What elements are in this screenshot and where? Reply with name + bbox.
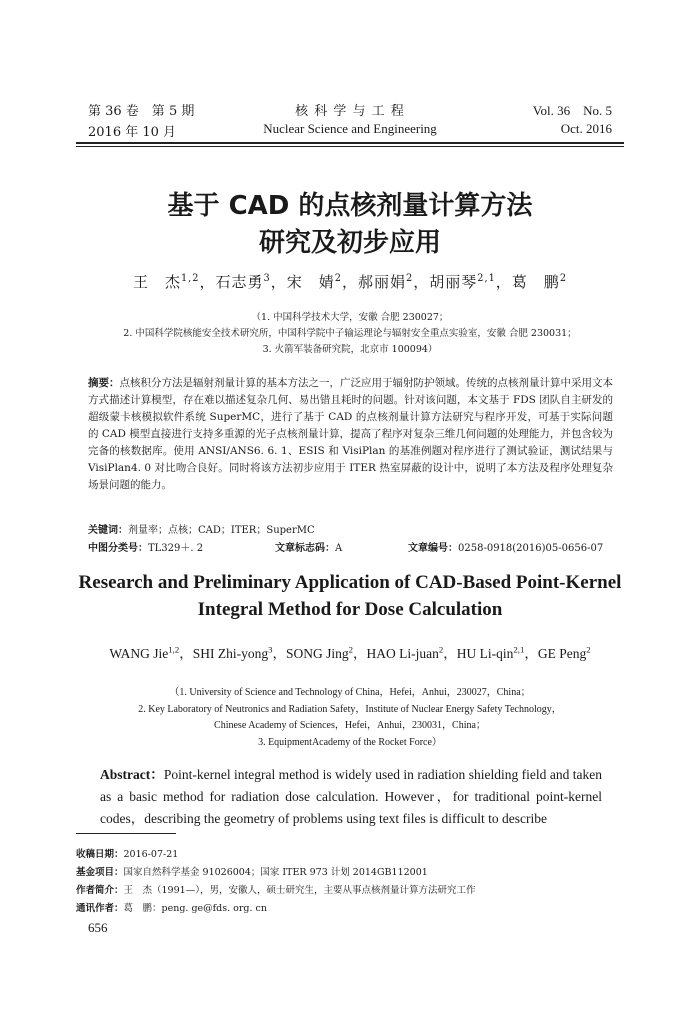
footnote-received-label: 收稿日期： bbox=[76, 849, 124, 860]
author-cn-name: 郝丽娟 bbox=[358, 273, 407, 291]
author-en-3 bbox=[367, 646, 444, 661]
author-cn-2 bbox=[287, 273, 342, 291]
article-value: 0258-0918(2016)05-0656-07 bbox=[458, 543, 604, 554]
abstract-cn bbox=[88, 375, 613, 494]
author-en-5 bbox=[538, 646, 591, 661]
authors-cn bbox=[0, 271, 700, 292]
doc-value: A bbox=[335, 543, 343, 554]
affiliation-en-2: 2. Key Laboratory of Neutronics and Radiation Safety，Institute of Nuclear Energy Safety Technology， bbox=[138, 704, 562, 715]
author-cn-1 bbox=[216, 273, 271, 291]
author-en-superscript: 2 bbox=[586, 644, 591, 655]
author-en-superscript: 3 bbox=[268, 644, 273, 655]
doc-label: 文章标志码： bbox=[275, 543, 335, 554]
header-rule-thick bbox=[76, 142, 624, 144]
author-cn-name: 宋 婧 bbox=[286, 273, 335, 291]
title-cn-line1: 基于 CAD 的点核剂量计算方法 bbox=[167, 191, 533, 221]
author-en-1 bbox=[193, 646, 273, 661]
footnote-author-bio-label: 作者简介： bbox=[76, 885, 124, 896]
author-cn-superscript: 2,1 bbox=[477, 273, 496, 284]
footnote-corresponding-text: 葛 鹏：peng. ge@fds. org. cn bbox=[123, 903, 267, 914]
author-en-separator: ， bbox=[179, 646, 193, 661]
affiliation-cn-2: 2. 中国科学院核能安全技术研究所，中国科学院中子输运理论与辐射安全重点实验室，安徽 合肥 230031； bbox=[123, 328, 577, 339]
header-volume-cn: 第 36 卷 第 5 期 bbox=[88, 104, 195, 119]
author-en-name: HAO Li-juan bbox=[366, 646, 439, 661]
footnote-corresponding-label: 通讯作者： bbox=[76, 903, 124, 914]
author-en-superscript: 1,2 bbox=[168, 644, 180, 655]
author-en-separator: ， bbox=[443, 646, 457, 661]
author-cn-3 bbox=[358, 273, 413, 291]
article-number bbox=[408, 539, 603, 554]
page-number: 656 bbox=[88, 920, 108, 935]
author-cn-name: 石志勇 bbox=[215, 273, 264, 291]
footnote-rule bbox=[76, 833, 176, 834]
abstract-en-label: Abstract： bbox=[100, 767, 164, 782]
author-en-name: SHI Zhi-yong bbox=[192, 646, 269, 661]
authors-en bbox=[0, 642, 700, 662]
affiliation-en-4: 3. EquipmentAcademy of the Rocket Force） bbox=[258, 737, 442, 748]
keywords-text: 剂量率；点核；CAD；ITER；SuperMC bbox=[128, 525, 315, 536]
author-en-superscript: 2 bbox=[348, 644, 354, 655]
footnote-received bbox=[76, 846, 178, 860]
affiliation-en-3: Chinese Academy of Sciences，Hefei，Anhui，230031，China； bbox=[214, 720, 486, 731]
author-en-2 bbox=[286, 646, 353, 661]
author-cn-5 bbox=[512, 273, 567, 291]
author-en-separator: ， bbox=[272, 646, 286, 661]
author-en-superscript: 2,1 bbox=[513, 644, 525, 655]
author-cn-superscript: 1,2 bbox=[180, 273, 200, 284]
title-en-line2: Integral Method for Dose Calculation bbox=[197, 599, 503, 620]
article-label: 文章编号： bbox=[408, 543, 458, 554]
header-rule-thin bbox=[76, 146, 624, 147]
footnote-funding-text: 国家自然科学基金 91026004；国家 ITER 973 计划 2014GB112001 bbox=[123, 867, 428, 878]
footnote-corresponding bbox=[76, 900, 267, 914]
author-en-name: SONG Jing bbox=[285, 646, 349, 661]
author-en-superscript: 2 bbox=[438, 644, 444, 655]
author-cn-name: 胡丽琴 bbox=[429, 273, 478, 291]
author-cn-superscript: 2 bbox=[334, 273, 342, 284]
author-cn-superscript: 2 bbox=[559, 273, 568, 284]
affiliation-cn-1: （1. 中国科学技术大学，安徽 合肥 230027； bbox=[251, 312, 449, 323]
header-date-en: Oct. 2016 bbox=[560, 121, 612, 136]
keywords-label: 关键词： bbox=[88, 525, 128, 536]
author-cn-name: 王 杰 bbox=[132, 273, 181, 291]
footnote-funding bbox=[76, 864, 428, 878]
footnote-received-text: 2016-07-21 bbox=[123, 849, 179, 860]
author-en-name: WANG Jie bbox=[109, 646, 169, 661]
affiliation-en-1: （1. University of Science and Technology of China，Hefei，Anhui，230027，China； bbox=[169, 687, 531, 698]
affiliation-cn-3: 3. 火箭军装备研究院，北京市 100094） bbox=[262, 344, 438, 355]
header-journal-cn: 核 科 学 与 工 程 bbox=[295, 104, 405, 119]
title-en-line1: Research and Preliminary Application of CAD-Based Point-Kernel bbox=[78, 572, 622, 593]
header-journal-en: Nuclear Science and Engineering bbox=[263, 121, 437, 136]
author-en-4 bbox=[457, 646, 525, 661]
footnote-author-bio bbox=[76, 882, 475, 896]
author-en-0 bbox=[109, 646, 179, 661]
footnote-author-bio-text: 王 杰（1991—），男，安徽人，硕士研究生，主要从事点核剂量计算方法研究工作 bbox=[123, 885, 476, 896]
author-en-separator: ， bbox=[524, 646, 538, 661]
author-cn-separator: ， bbox=[495, 273, 512, 291]
footnote-funding-label: 基金项目： bbox=[76, 867, 124, 878]
clc-value: TL329＋. 2 bbox=[148, 543, 204, 554]
title-cn-line2: 研究及初步应用 bbox=[258, 228, 441, 258]
header-volume-en: Vol. 36 No. 5 bbox=[532, 103, 612, 118]
abstract-cn-text: 点核积分方法是辐射剂量计算的基本方法之一，广泛应用于辐射防护领域。传统的点核剂量计算中采用文本方式描述计算模型，存在难以描述复杂几何、易出错且耗时的问题。针对该问题，本文基于 FDS 团队自主研发的超级蒙卡核模拟软件系统 SuperMC，进行了基于 CAD 的点核剂量计算方法研究与程序开发，可基于实际问题的 CAD 模型直接进行支持多重源的光子点核剂量计算，提高了程序对复杂三维几何问题的处理能力，并包含较为完备的核数据库。使用 ANSI/ANS6. 6. 1、ESIS 和 VisiPlan 的基准例题对程序进行了测试验证，测试结果与 VisiPlan4. 0 对比吻合良好。同时将该方法初步应用于 ITER 热室屏蔽的设计中，说明了本方法及程序处理复杂场景问题的能力。 bbox=[88, 377, 613, 491]
author-en-name: GE Peng bbox=[537, 646, 587, 661]
keywords-cn bbox=[88, 521, 315, 536]
author-cn-separator: ， bbox=[199, 273, 216, 291]
author-cn-superscript: 2 bbox=[406, 273, 414, 284]
author-cn-0 bbox=[133, 273, 200, 291]
author-cn-name: 葛 鹏 bbox=[511, 273, 560, 291]
doc-code bbox=[275, 539, 342, 554]
abstract-en-text: Point-kernel integral method is widely used in radiation shielding field and taken as a basic method for radiation dose calculation. However，for traditional point-kernel codes，describing the geometry of problems using text files is difficult to describe bbox=[100, 767, 602, 826]
clc-label: 中图分类号： bbox=[88, 543, 148, 554]
clc-number bbox=[88, 539, 203, 554]
author-cn-separator: ， bbox=[341, 273, 358, 291]
author-cn-separator: ， bbox=[270, 273, 287, 291]
author-en-separator: ， bbox=[353, 646, 367, 661]
author-cn-separator: ， bbox=[413, 273, 430, 291]
author-en-name: HU Li-qin bbox=[456, 646, 514, 661]
author-cn-4 bbox=[429, 273, 496, 291]
author-cn-superscript: 3 bbox=[263, 273, 271, 284]
abstract-en bbox=[100, 764, 602, 830]
header-date-cn: 2016 年 10 月 bbox=[88, 125, 177, 140]
abstract-cn-label: 摘要： bbox=[88, 377, 120, 389]
